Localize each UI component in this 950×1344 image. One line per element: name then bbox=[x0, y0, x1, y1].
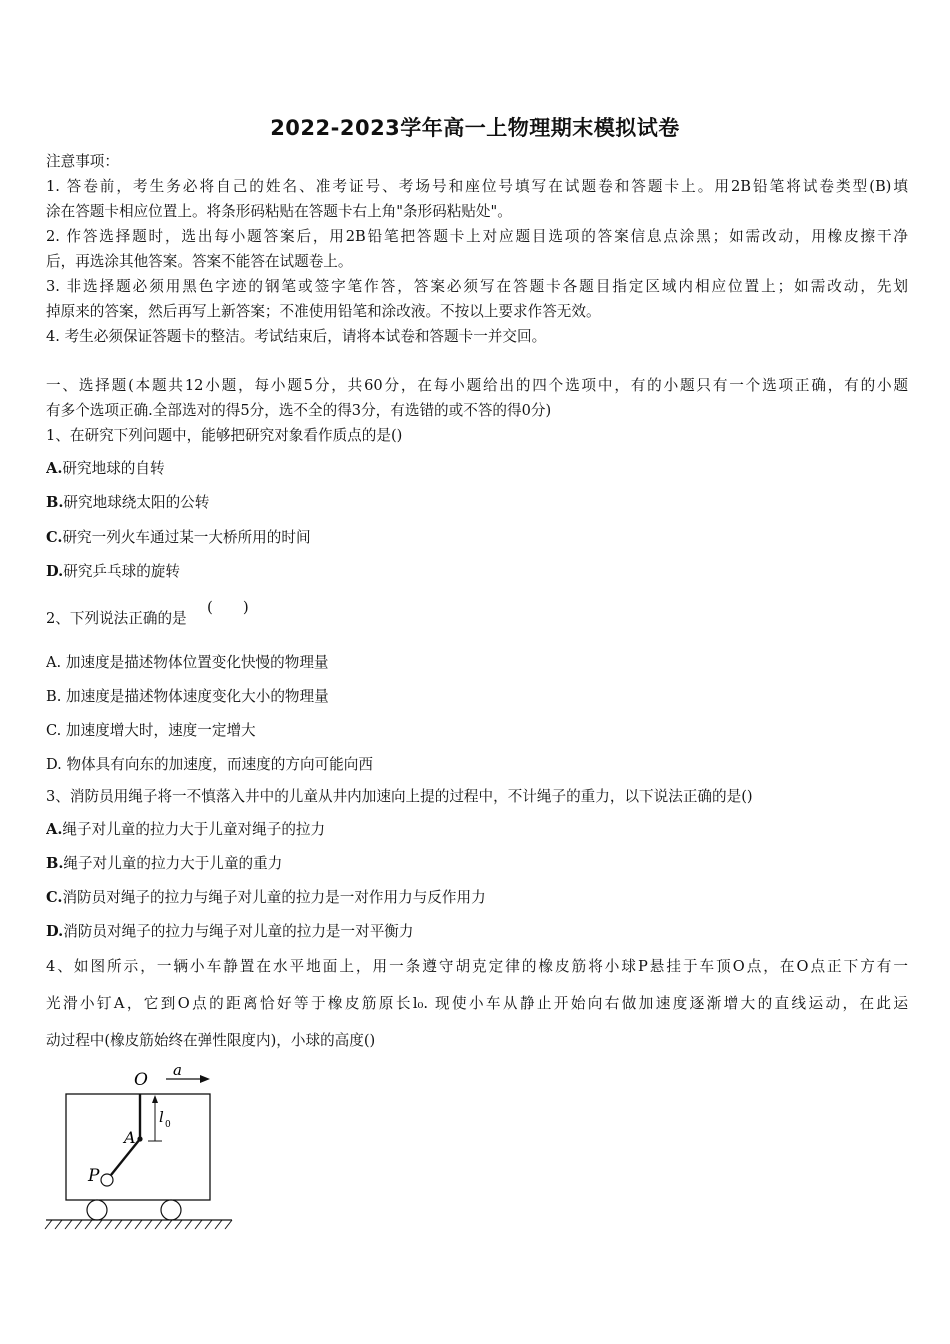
label-p: P bbox=[88, 1166, 100, 1186]
dimension-arrowhead bbox=[152, 1095, 158, 1103]
section-heading: 有多个选项正确.全部选对的得5分，选不全的得3分，有选错的或不答的得0分) bbox=[46, 402, 552, 419]
question-4-stem: 动过程中(橡皮筋始终在弹性限度内)，小球的高度() bbox=[46, 1032, 376, 1049]
question-1-stem: 1、在研究下列问题中，能够把研究对象看作质点的是() bbox=[46, 427, 403, 444]
question-3-option-a: A.绳子对儿童的拉力大于儿童对绳子的拉力 bbox=[46, 821, 326, 838]
question-2-option-a: A. 加速度是描述物体位置变化快慢的物理量 bbox=[46, 654, 329, 671]
label-a-point: A bbox=[124, 1128, 136, 1147]
question-1-option-d: D.研究乒乓球的旋转 bbox=[46, 563, 180, 580]
question-2-option-c: C. 加速度增大时，速度一定增大 bbox=[46, 722, 256, 739]
question-2-option-b: B. 加速度是描述物体速度变化大小的物理量 bbox=[46, 688, 329, 705]
question-1-option-c: C.研究一列火车通过某一大桥所用的时间 bbox=[46, 529, 311, 546]
question-2-option-d: D. 物体具有向东的加速度，而速度的方向可能向西 bbox=[46, 756, 373, 773]
label-o: O bbox=[134, 1070, 148, 1090]
ground-hatching bbox=[45, 1220, 232, 1229]
notes-line: 4. 考生必须保证答题卡的整洁。考试结束后，请将本试卷和答题卡一并交回。 bbox=[46, 328, 547, 345]
wheel-right bbox=[161, 1200, 181, 1220]
question-4-stem: 4、如图所示，一辆小车静置在水平地面上，用一条遵守胡克定律的橡皮筋将小球P悬挂于车顶O点，在O点正下方有一 bbox=[46, 958, 908, 975]
page-title: 2022-2023学年高一上物理期末模拟试卷 bbox=[270, 116, 680, 140]
notes-line: 掉原来的答案，然后再写上新答案；不准使用铅笔和涂改液。不按以上要求作答无效。 bbox=[46, 303, 601, 320]
question-1-option-a: A.研究地球的自转 bbox=[46, 460, 165, 477]
notes-line: 后，再选涂其他答案。答案不能答在试题卷上。 bbox=[46, 253, 353, 270]
acceleration-arrowhead bbox=[200, 1075, 210, 1083]
notes-line: 涂在答题卡相应位置上。将条形码粘贴在答题卡右上角"条形码粘贴处"。 bbox=[46, 203, 512, 220]
question-3-option-c: C.消防员对绳子的拉力与绳子对儿童的拉力是一对作用力与反作用力 bbox=[46, 889, 486, 906]
cart-diagram bbox=[40, 1058, 240, 1238]
label-l-subscript: 0 bbox=[165, 1120, 171, 1130]
notes-line: 3. 非选择题必须用黑色字迹的钢笔或签字笔作答，答案必须写在答题卡各题目指定区域内相应位置上；如需改动，先划 bbox=[46, 278, 908, 295]
label-l: l bbox=[159, 1108, 164, 1126]
notes-line: 1. 答卷前，考生务必将自己的姓名、准考证号、考场号和座位号填写在试题卷和答题卡上。用2B铅笔将试卷类型(B)填 bbox=[46, 178, 908, 195]
notes-heading: 注意事项： bbox=[46, 153, 119, 170]
question-1-option-b: B.研究地球绕太阳的公转 bbox=[46, 494, 210, 511]
question-4-stem: 光滑小钉A，它到O点的距离恰好等于橡皮筋原长l₀. 现使小车从静止开始向右做加速度逐渐增大的直线运动，在此运 bbox=[46, 995, 908, 1012]
question-2-stem: 2、下列说法正确的是 bbox=[46, 610, 187, 627]
section-heading: 一、选择题(本题共12小题，每小题5分，共60分，在每小题给出的四个选项中，有的小题只有一个选项正确，有的小题 bbox=[46, 377, 908, 394]
ball-p bbox=[101, 1174, 113, 1186]
question-3-stem: 3、消防员用绳子将一不慎落入井中的儿童从井内加速向上提的过程中，不计绳子的重力，以下说法正确的是() bbox=[46, 788, 753, 805]
notes-line: 2. 作答选择题时，选出每小题答案后，用2B铅笔把答题卡上对应题目选项的答案信息点涂黑；如需改动，用橡皮擦干净 bbox=[46, 228, 908, 245]
label-a: a bbox=[173, 1061, 182, 1079]
question-2-answer-paren: ( ) bbox=[207, 598, 249, 616]
question-3-option-d: D.消防员对绳子的拉力与绳子对儿童的拉力是一对平衡力 bbox=[46, 923, 414, 940]
question-3-option-b: B.绳子对儿童的拉力大于儿童的重力 bbox=[46, 855, 283, 872]
wheel-left bbox=[87, 1200, 107, 1220]
